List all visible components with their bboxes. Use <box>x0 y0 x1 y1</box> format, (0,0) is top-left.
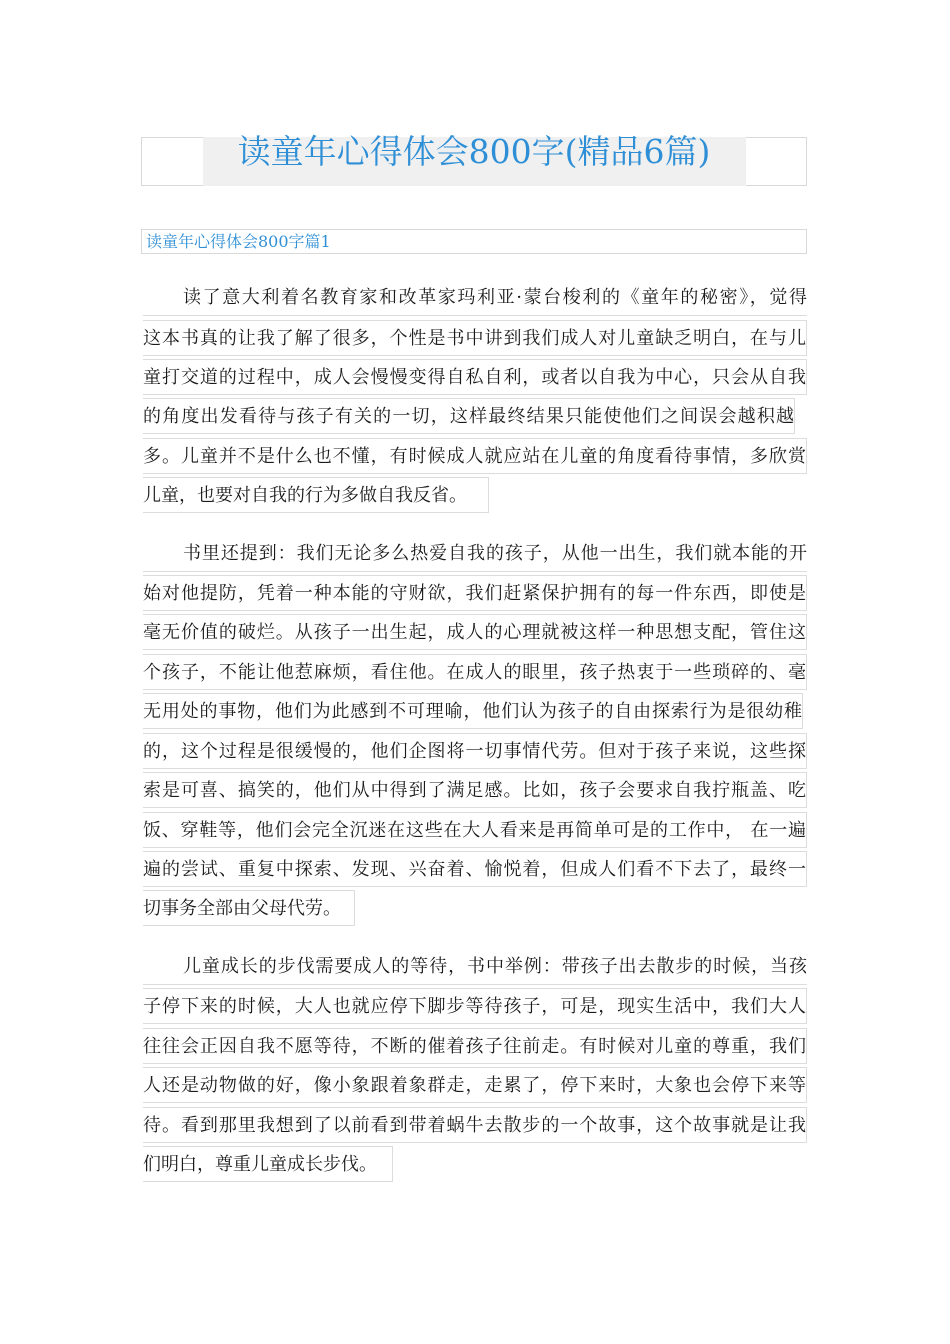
text-line: 们明白，尊重儿童成长步伐。 <box>143 1146 393 1182</box>
text-line: 索是可喜、搞笑的，他们从中得到了满足感。比如，孩子会要求自我拧瓶盖、吃 <box>143 772 807 808</box>
text-line: 书里还提到：我们无论多么热爱自我的孩子，从他一出生，我们就本能的开 <box>143 536 807 572</box>
text-line: 无用处的事物，他们为此感到不可理喻，他们认为孩子的自由探索行为是很幼稚 <box>143 693 803 729</box>
page-title: 读童年心得体会800字(精品6篇) <box>237 132 711 171</box>
text-line: 这本书真的让我了解了很多，个性是书中讲到我们成人对儿童缺乏明白，在与儿 <box>143 320 807 356</box>
text-line: 待。看到那里我想到了以前看到带着蜗牛去散步的一个故事，这个故事就是让我 <box>143 1107 807 1143</box>
text-line: 始对他提防，凭着一种本能的守财欲，我们赶紧保护拥有的每一件东西，即使是 <box>143 575 807 611</box>
text-line: 切事务全部由父母代劳。 <box>143 890 355 926</box>
text-line: 多。儿童并不是什么也不懂，有时候成人就应站在儿童的角度看待事情，多欣赏 <box>143 438 807 474</box>
text-line: 童打交道的过程中，成人会慢慢变得自私自利，或者以自我为中心，只会从自我 <box>143 359 807 395</box>
text-line: 儿童成长的步伐需要成人的等待，书中举例：带孩子出去散步的时候，当孩 <box>143 949 807 985</box>
text-line: 往往会正因自我不愿等待，不断的催着孩子往前走。有时候对儿童的尊重，我们 <box>143 1028 807 1064</box>
section-heading: 读童年心得体会800字篇1 <box>141 229 807 254</box>
text-line: 的，这个过程是很缓慢的，他们企图将一切事情代劳。但对于孩子来说，这些探 <box>143 733 807 769</box>
text-line: 读了意大利着名教育家和改革家玛利亚·蒙台梭利的《童年的秘密》，觉得 <box>143 280 807 316</box>
text-line: 儿童，也要对自我的行为多做自我反省。 <box>143 477 489 513</box>
text-line: 的角度出发看待与孩子有关的一切，这样最终结果只能使他们之间误会越积越 <box>143 398 795 434</box>
text-line: 人还是动物做的好，像小象跟着象群走，走累了，停下来时，大象也会停下来等 <box>143 1067 807 1103</box>
text-line: 个孩子，不能让他惹麻烦，看住他。在成人的眼里，孩子热衷于一些琐碎的、毫 <box>143 654 807 690</box>
text-line: 毫无价值的破烂。从孩子一出生起，成人的心理就被这样一种思想支配，管住这 <box>143 614 807 650</box>
text-line: 饭、穿鞋等，他们会完全沉迷在这些在大人看来是再简单可是的工作中， 在一遍 <box>143 812 807 848</box>
text-line: 子停下来的时候，大人也就应停下脚步等待孩子，可是，现实生活中，我们大人 <box>143 988 807 1024</box>
text-line: 遍的尝试、重复中探索、发现、兴奋着、愉悦着，但成人们看不下去了，最终一 <box>143 851 807 887</box>
